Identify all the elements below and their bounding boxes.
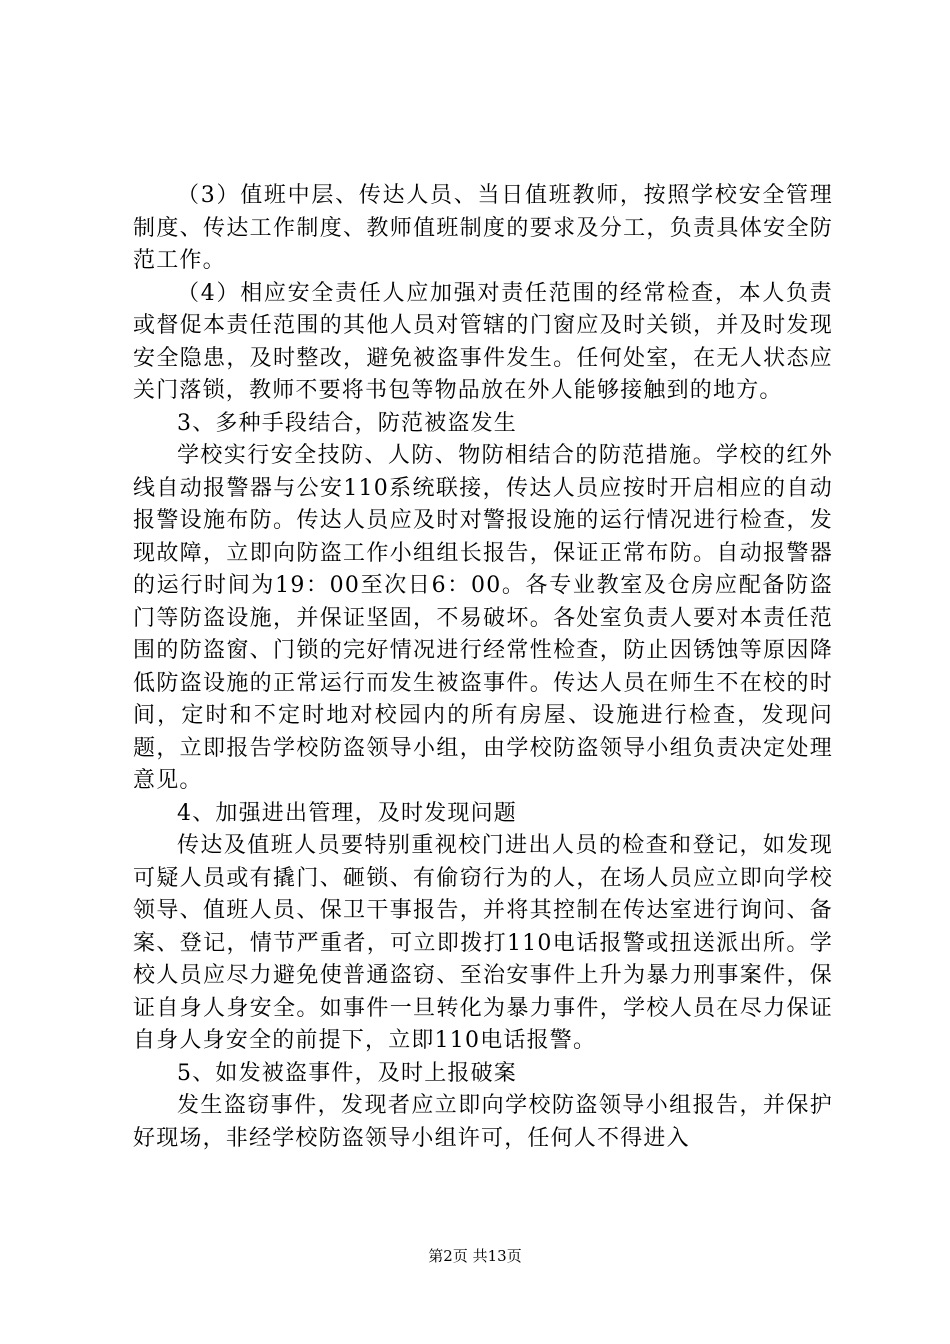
paragraph-theft-reporting: 发生盗窃事件，发现者应立即向学校防盗领导小组报告，并保护好现场，非经学校防盗领导小组许可，任何人不得进入 xyxy=(133,1093,833,1151)
section-heading-4: 4、加强进出管理，及时发现问题 xyxy=(177,800,517,826)
section-heading-3: 3、多种手段结合，防范被盗发生 xyxy=(177,410,517,436)
document-body xyxy=(133,180,833,1155)
page-number-footer: 第2页 共13页 xyxy=(428,1247,522,1265)
paragraph-entry-management: 传达及值班人员要特别重视校门进出人员的检查和登记，如发现可疑人员或有撬门、砸锁、有偷窃行为的人，在场人员应立即向学校领导、值班人员、保卫干事报告，并将其控制在传达室进行询问、备案、登记，情节严重者，可立即拨打110电话报警或扭送派出所。学校人员应尽力避免使普通盗窃、至治安事件上升为暴力刑事案件，保证自身人身安全。如事件一旦转化为暴力事件，学校人员在尽力保证自身人身安全的前提下，立即110电话报警。 xyxy=(133,833,833,1053)
paragraph-duty-staff: （3）值班中层、传达人员、当日值班教师，按照学校安全管理制度、传达工作制度、教师值班制度的要求及分工，负责具体安全防范工作。 xyxy=(133,183,833,273)
paragraph-prevention-measures: 学校实行安全技防、人防、物防相结合的防范措施。学校的红外线自动报警器与公安110系统联接，传达人员应按时开启相应的自动报警设施布防。传达人员应及时对警报设施的运行情况进行检查，发现故障，立即向防盗工作小组组长报告，保证正常布防。自动报警器的运行时间为19：00至次日6：00。各专业教室及仓房应配备防盗门等防盗设施，并保证坚固，不易破坏。各处室负责人要对本责任范围的防盗窗、门锁的完好情况进行经常性检查，防止因锈蚀等原因降低防盗设施的正常运行而发生被盗事件。传达人员在师生不在校的时间，定时和不定时地对校园内的所有房屋、设施进行检查，发现问题，立即报告学校防盗领导小组，由学校防盗领导小组负责决定处理意见。 xyxy=(133,443,833,793)
paragraph-responsibility-check: （4）相应安全责任人应加强对责任范围的经常检查，本人负责或督促本责任范围的其他人员对管辖的门窗应及时关锁，并及时发现安全隐患，及时整改，避免被盗事件发生。任何处室，在无人状态应关门落锁，教师不要将书包等物品放在外人能够接触到的地方。 xyxy=(133,280,833,403)
section-heading-5: 5、如发被盗事件，及时上报破案 xyxy=(177,1060,517,1086)
